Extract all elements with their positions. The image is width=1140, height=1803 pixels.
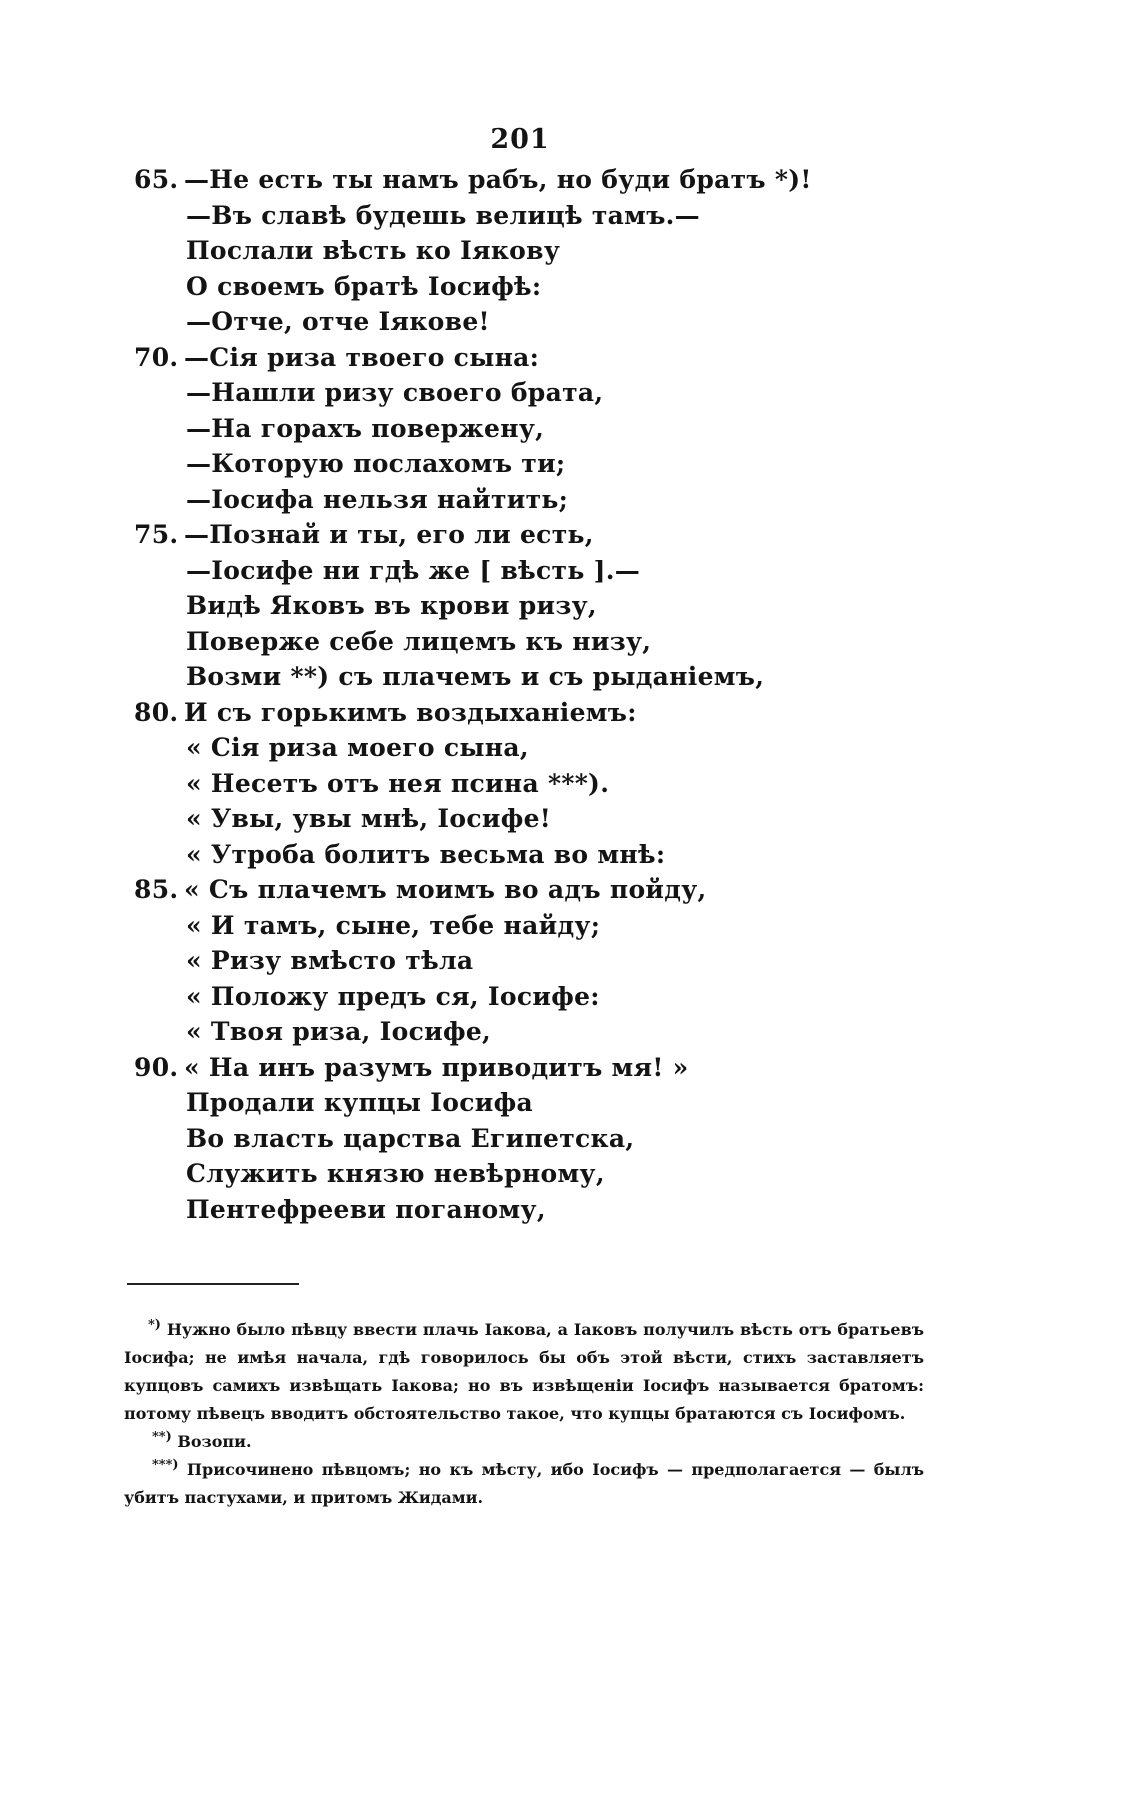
poem-line <box>0 659 1100 695</box>
line-text: « На инъ разумъ приводитъ мя! » <box>184 1052 689 1082</box>
poem-line <box>0 837 1100 873</box>
poem-line <box>0 695 1100 731</box>
poem-line <box>0 304 1100 340</box>
line-text: Послали вѣсть ко Іякову <box>186 236 561 265</box>
line-text: « Сія риза моего сына, <box>186 733 529 762</box>
poem-line <box>0 269 1100 305</box>
poem-line <box>0 1121 1100 1157</box>
line-number: 65. <box>134 165 179 194</box>
line-text: Возми **) съ плачемъ и съ рыданіемъ, <box>186 662 765 691</box>
poem-line <box>0 411 1100 447</box>
line-number: 70. <box>134 342 179 372</box>
line-text: Видѣ Яковъ въ крови ризу, <box>186 591 597 620</box>
poem-line <box>0 730 1100 766</box>
line-number: 85. <box>134 875 179 904</box>
line-text: « И тамъ, сыне, тебе найду; <box>186 910 601 940</box>
line-text: Пентефрееви поганому, <box>186 1194 546 1224</box>
line-text: « Утроба болитъ весьма во мнѣ: <box>186 839 666 869</box>
line-text: —Іосифе ни гдѣ же [ вѣсть ].— <box>186 555 641 585</box>
poem-line <box>0 198 1100 234</box>
line-number: 90. <box>134 1052 179 1082</box>
line-text: Продали купцы Іосифа <box>186 1088 533 1117</box>
footnote-2-text: Возопи. <box>177 1432 252 1451</box>
poem-line <box>0 766 1100 802</box>
line-text: —Познай и ты, его ли есть, <box>184 520 594 549</box>
line-text: Служить князю невѣрному, <box>186 1159 605 1188</box>
footnote-1 <box>124 1316 924 1428</box>
line-text: —Нашли ризу своего брата, <box>186 378 604 407</box>
line-text: И съ горькимъ воздыханіемъ: <box>184 697 637 727</box>
line-number: 80. <box>134 697 179 727</box>
poem-line <box>0 553 1100 589</box>
poem-line <box>0 482 1100 518</box>
poem-line <box>0 1085 1100 1121</box>
poem-line <box>0 1156 1100 1192</box>
poem-line <box>0 1014 1100 1050</box>
poem-line <box>0 517 1100 553</box>
line-text: « Несетъ отъ нея псина ***). <box>186 768 610 798</box>
poem-line <box>0 908 1100 944</box>
footnote-1-mark: *) <box>148 1317 161 1333</box>
poem-line <box>0 446 1100 482</box>
line-text: —Отче, отче Іякове! <box>186 307 490 336</box>
footnote-1-text: Нужно было пѣвцу ввести плачь Іакова, а Іаковъ получилъ вѣсть отъ братьевъ Іосифа; не имѣя начала, гдѣ говорилось бы объ этой вѣсти, стихъ заставляетъ купцовъ самихъ извѣщать Іакова; но въ извѣщеніи Іосифъ называется братомъ: потому пѣвецъ вводитъ обстоятельство такое, что купцы братаются съ Іосифомъ. <box>124 1320 924 1423</box>
poem-line <box>0 375 1100 411</box>
line-text: « Ризу вмѣсто тѣла <box>186 946 474 975</box>
poem-line <box>0 340 1100 376</box>
footnote-2 <box>124 1428 924 1456</box>
footnote-3-text: Присочинено пѣвцомъ; но къ мѣсту, ибо Іосифъ — предполагается — былъ убитъ пастухами, и притомъ Жидами. <box>124 1460 925 1507</box>
line-text: « Съ плачемъ моимъ во адъ пойду, <box>184 875 707 904</box>
line-text: —На горахъ повержену, <box>186 413 545 443</box>
line-text: О своемъ братѣ Іосифѣ: <box>186 271 542 301</box>
footnote-divider <box>127 1283 299 1285</box>
poem-line <box>0 233 1100 269</box>
poem-line <box>0 624 1100 660</box>
poem-line <box>0 943 1100 979</box>
line-text: —Которую послахомъ ти; <box>186 449 566 478</box>
line-text: —Не есть ты намъ рабъ, но буди братъ *)! <box>184 165 812 194</box>
page-number: 201 <box>490 124 550 155</box>
line-text: —Іосифа нельзя найтить; <box>186 484 569 514</box>
poem <box>0 162 1100 1227</box>
poem-line <box>0 872 1100 908</box>
line-text: « Твоя риза, Іосифе, <box>186 1017 492 1046</box>
line-number: 75. <box>134 520 179 549</box>
footnote-2-mark: **) <box>152 1429 172 1445</box>
poem-line <box>0 979 1100 1015</box>
poem-line <box>0 1050 1100 1086</box>
footnote-3-mark: ***) <box>152 1457 179 1473</box>
poem-line <box>0 588 1100 624</box>
line-text: « Положу предъ ся, Іосифе: <box>186 981 600 1011</box>
line-text: Во власть царства Египетска, <box>186 1123 635 1153</box>
line-text: Поверже себе лицемъ къ низу, <box>186 626 652 656</box>
line-text: —Сія риза твоего сына: <box>184 342 540 372</box>
footnote-3 <box>124 1456 924 1512</box>
line-text: —Въ славѣ будешь велицѣ тамъ.— <box>186 200 700 230</box>
footnotes <box>124 1316 924 1512</box>
line-text: « Увы, увы мнѣ, Іосифе! <box>186 804 552 833</box>
poem-line <box>0 801 1100 837</box>
poem-line <box>0 162 1100 198</box>
poem-line <box>0 1192 1100 1228</box>
